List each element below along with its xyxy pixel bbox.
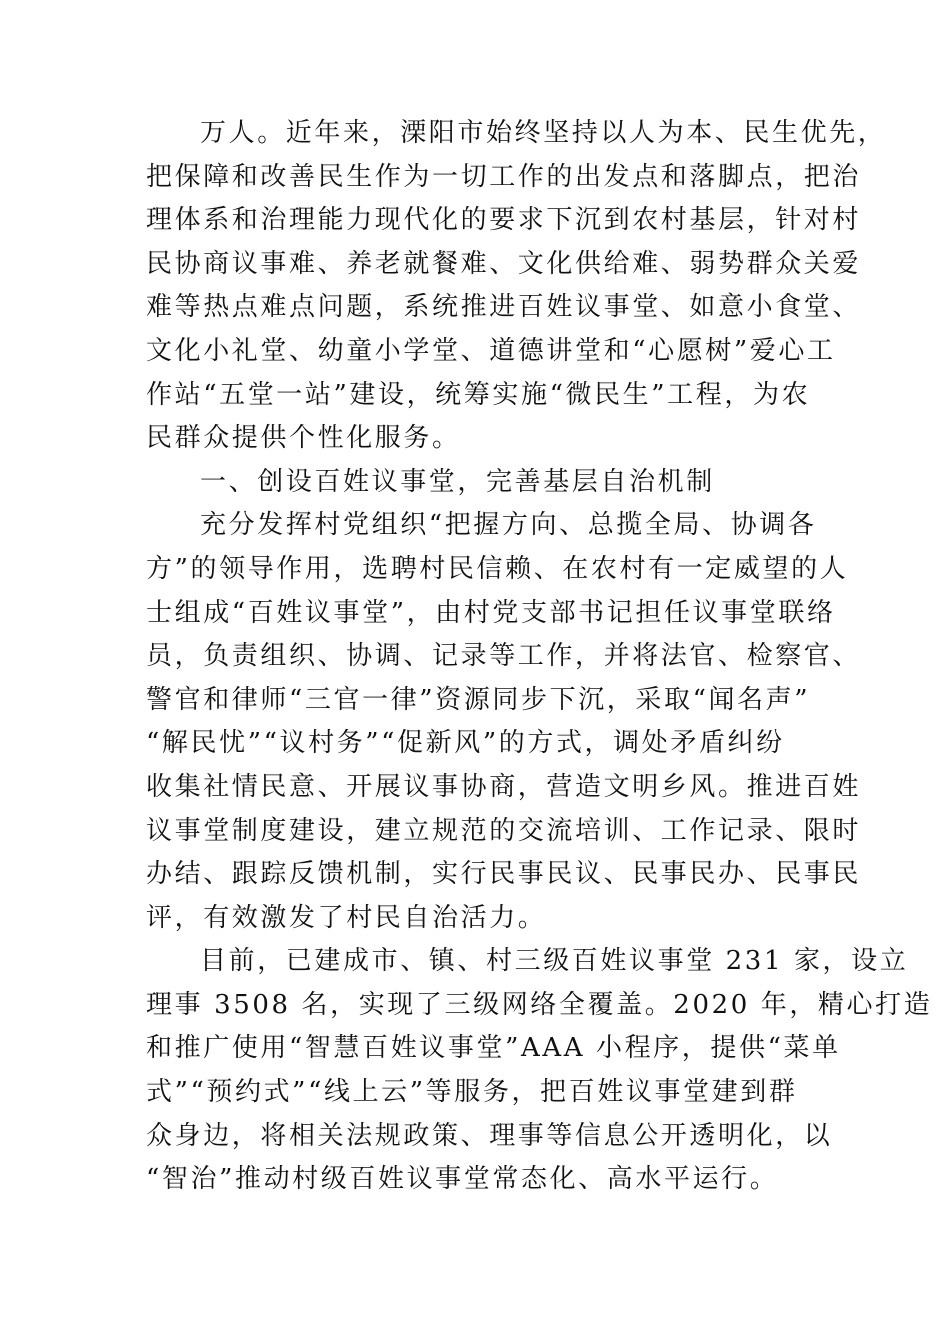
body-text [146,112,933,1202]
text-line: 评，有效激发了村民自治活力。 [146,902,547,933]
text-line: 办结、跟踪反馈机制，实行民事民议、民事民办、民事民 [146,859,862,890]
text-line: 理事 3508 名，实现了三级网络全覆盖。2020 年，精心打造 [146,989,933,1020]
text-line: 式”“预约式”“线上云”等服务，把百姓议事堂建到群 [146,1077,798,1108]
text-line: 方”的领导作用，选聘村民信赖、在农村有一定威望的人 [146,553,849,584]
text-line: 文化小礼堂、幼童小学堂、道德讲堂和“心愿树”爱心工 [146,335,836,366]
text-line: 把保障和改善民生作为一切工作的出发点和落脚点，把治 [146,161,862,192]
text-line: 和推广使用“智慧百姓议事堂”AAA 小程序，提供“菜单 [146,1033,841,1064]
text-line: 民协商议事难、养老就餐难、文化供给难、弱势群众关爱 [146,248,862,279]
text-line: 民群众提供个性化服务。 [146,423,461,454]
text-line: 士组成“百姓议事堂”，由村党支部书记担任议事堂联络 [146,597,836,628]
text-line: 充分发挥村党组织“把握方向、总揽全局、协调各 [200,510,817,541]
text-line: 作站“五堂一站”建设，统筹实施“微民生”工程，为农 [146,379,811,410]
text-line: 万人。近年来，溧阳市始终坚持以人为本、民生优先， [200,118,887,148]
text-line: 议事堂制度建设，建立规范的交流培训、工作记录、限时 [146,815,862,846]
text-line: 理体系和治理能力现代化的要求下沉到农村基层，针对村 [146,205,862,236]
section-heading: 一、创设百姓议事堂，完善基层自治机制 [200,466,715,497]
text-line: 员，负责组织、协调、记录等工作，并将法官、检察官、 [146,641,862,672]
text-line: “解民忧”“议村务”“促新风”的方式，调处矛盾纠纷 [146,728,785,759]
text-line: 目前，已建成市、镇、村三级百姓议事堂 231 家，设立 [200,946,909,977]
text-line: 众身边，将相关法规政策、理事等信息公开透明化，以 [146,1120,833,1151]
text-line: 难等热点难点问题，系统推进百姓议事堂、如意小食堂、 [146,292,862,323]
text-line: 收集社情民意、开展议事协商，营造文明乡风。推进百姓 [146,771,862,802]
text-line: 警官和律师“三官一律”资源同步下沉，采取“闻名声” [146,684,811,715]
text-line: “智治”推动村级百姓议事堂常态化、高水平运行。 [146,1164,779,1195]
